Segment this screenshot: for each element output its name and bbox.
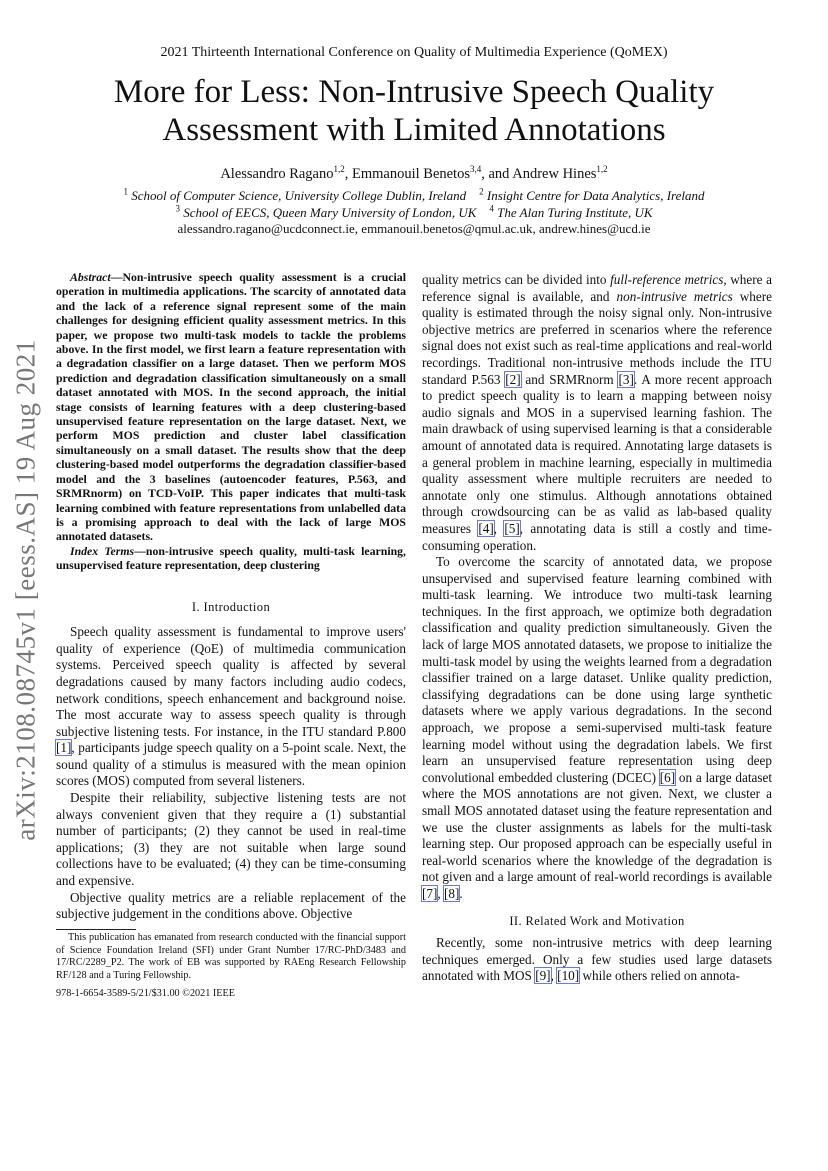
emphasis: full-reference metrics [610, 272, 724, 287]
author-affil-mark: 3,4 [469, 164, 482, 175]
paragraph-text: while others relied on annota- [579, 968, 740, 984]
citation-link[interactable]: [10] [557, 968, 580, 984]
emphasis: non-intrusive metrics [616, 288, 733, 304]
paragraph: Objective quality metrics are a reliable replacement of the subjective judgement in the conditions above. Objective [56, 889, 406, 922]
citation-link[interactable]: [2] [505, 371, 521, 387]
paragraph: Despite their reliability, subjective listening tests are not always convenient given that they require a (1) substantial number of participants; (2) they cannot be used in real-time applications; (3) they are not suitable when large sound collections have to be evaluated; (4) they can be time-consuming and expensive. [56, 790, 406, 889]
paragraph-text: . [459, 885, 463, 901]
paper-title: More for Less: Non-Intrusive Speech Quality Assessment with Limited Annotations [113, 74, 715, 148]
citation-link[interactable]: [7] [422, 885, 438, 901]
footnote-rule [56, 929, 136, 930]
section-heading-related-work: II. Related Work and Motivation [509, 913, 685, 928]
paragraph-text: and SRMRnorm [520, 371, 619, 387]
index-terms [56, 544, 406, 573]
citation-link[interactable]: [4] [478, 520, 494, 536]
abstract-label: Abstract [70, 270, 111, 284]
paragraph-text: quality metrics can be divided into [422, 272, 611, 287]
author-affil-mark: 1,2 [333, 164, 345, 175]
section-heading-introduction: I. Introduction [191, 599, 271, 614]
arxiv-id: arXiv:2108.08745v1 [eess.AS] 19 Aug 2021 [10, 339, 41, 841]
paragraph [422, 935, 772, 985]
citation-link[interactable]: [9] [535, 968, 551, 984]
paragraph-text: Speech quality assessment is fundamental to improve users' quality of experience (QoE) of multimedia communication systems. Perceived speech quality is affected by several degradations caused by many factors including audio codecs, network conditions, speech enhancement and background noise. The most accurate way to assess speech quality is through subjective listening tests. For instance, in the ITU standard P.800 [56, 624, 406, 739]
paragraph-text: , annotating data is still a costly and time-consuming operation. [422, 520, 772, 553]
affil-number: 1 [123, 186, 128, 197]
affil-number: 4 [489, 203, 494, 214]
affiliations-line-2 [0, 205, 828, 221]
citation-link[interactable]: [3] [618, 371, 634, 387]
paragraph-text: where quality is estimated through the noisy signal only. Non-intrusive objective metrics are preferred in scenarios where the reference signal does not exist such as real-time applications and real-world recordings. Traditional non-intrusive methods include the ITU standard P.563 [422, 288, 773, 387]
paragraph [56, 624, 406, 790]
affiliation: The Alan Turing Institute, UK [497, 205, 653, 220]
author-name: Alessandro Ragano [220, 166, 334, 182]
index-terms-text: —non-intrusive speech quality, multi-task learning, unsupervised feature representation, deep clustering [56, 543, 407, 573]
citation-link[interactable]: [8] [443, 885, 460, 901]
author-name: , and Andrew Hines [481, 166, 597, 182]
affiliations-line-1 [0, 188, 828, 204]
paragraph-text: , [550, 968, 558, 984]
affiliation: Insight Centre for Data Analytics, Ireland [486, 188, 705, 203]
paragraph [422, 272, 772, 554]
affil-number: 2 [479, 186, 484, 197]
paragraph-text: To overcome the scarcity of annotated data, we propose unsupervised and supervised feature learning combined with multi-task learning. We introduce two multi-task learning techniques. In the first approach, we optimize both degradation classification and quality prediction simultaneously. Given the lack of large MOS annotated datasets, we propose to initialize the multi-task model by using the weights learned from a degradation classifier trained on a large dataset. Unlike quality prediction, classifying degradations can be done using large synthetic datasets where we apply various degradations. In the second approach, we propose a semi-supervised multi-task feature learning model without using the degradation labels. We first learn an unsupervised feature representation using deep convolutional embedded clustering (DCEC) [422, 554, 772, 785]
paragraph [422, 554, 772, 902]
index-terms-label: Index Terms [70, 543, 135, 558]
paragraph-text: , [437, 885, 444, 901]
paragraph-text: , where a reference signal is available, and [422, 272, 772, 304]
author-list [0, 166, 828, 183]
paragraph-text: on a large dataset where the MOS annotations are not given. Next, we cluster a small MOS annotated dataset using the feature representation and we use the cluster assignments as labels for the multi-task learning step. Our proposed approach can be especially useful in real-world scenarios where the knowledge of the degradation is not given and a large amount of real-world recordings is available [422, 769, 772, 885]
paragraph-text: , [493, 520, 505, 536]
copyright-notice: 978-1-6654-3589-5/21/$31.00 ©2021 IEEE [56, 988, 235, 999]
citation-link[interactable]: [1] [56, 740, 72, 756]
citation-link[interactable]: [6] [659, 769, 676, 785]
affil-number: 3 [175, 203, 180, 214]
paragraph-text: . A more recent approach to predict speech quality is to learn a mapping between noisy audio signals and MOS in a supervised learning fashion. The main drawback of using supervised learning is that a considerable amount of annotated data is required. Annotating large datasets is a general problem in machine learning, especially in multimedia quality assessment where multiple recruiters are needed to annotate only one stimulus. Although annotations obtained through crowdsourcing can be as valid as lab-based quality measures [422, 371, 773, 536]
citation-link[interactable]: [5] [504, 520, 520, 536]
conference-header: 2021 Thirteenth International Conference on Quality of Multimedia Experience (QoMEX) [160, 45, 668, 60]
author-affil-mark: 1,2 [596, 164, 608, 175]
author-name: , Emmanouil Benetos [344, 166, 470, 182]
funding-footnote: This publication has emanated from research conducted with the financial support of Science Foundation Ireland (SFI) under Grant Number 17/RC-PhD/3483 and 17/RC/2289_P2. The work of EB was supported by RAEng Research Fellowship RF/128 and a Turing Fellowship. [56, 932, 406, 981]
arxiv-side-stamp [4, 260, 48, 920]
left-column [56, 270, 406, 923]
abstract-text: —Non-intrusive speech quality assessment is a crucial operation in multimedia applications. The scarcity of annotated data and the lack of a reference signal represent some of the main challenges for designing efficient quality assessment metrics. In this paper, we propose two multi-task models to tackle the problems above. In the first model, we first learn a feature representation with a degradation classifier on a large dataset. Then we perform MOS prediction and degradation classification simultaneously on a small dataset annotated with MOS. In the second approach, the initial stage consists of learning features with a deep clustering-based unsupervised feature representation on the large dataset. Next, we perform MOS prediction and cluster label classification simultaneously on a small dataset. The results show that the deep clustering-based model outperforms the degradation classifier-based model and the 3 baselines (autoencoder features, P.563, and SRMRnorm) on TCD-VoIP. This paper indicates that multi-task learning combined with feature representations from unlabelled data is a promising approach to deal with the lack of large MOS annotated datasets. [56, 270, 406, 544]
abstract [56, 270, 406, 544]
right-column [422, 272, 772, 985]
affiliation: School of Computer Science, University College Dublin, Ireland [131, 188, 467, 203]
author-emails: alessandro.ragano@ucdconnect.ie, emmanouil.benetos@qmul.ac.uk, andrew.hines@ucd.ie [177, 221, 651, 236]
paragraph-text: , participants judge speech quality on a 5-point scale. Next, the sound quality of a stimulus is measured with the mean opinion scores (MOS) computed from several listeners. [56, 740, 406, 789]
paragraph-text: Recently, some non-intrusive metrics with deep learning techniques emerged. Only a few studies used large datasets annotated with MOS [422, 935, 772, 984]
affiliation: School of EECS, Queen Mary University of London, UK [183, 205, 477, 220]
